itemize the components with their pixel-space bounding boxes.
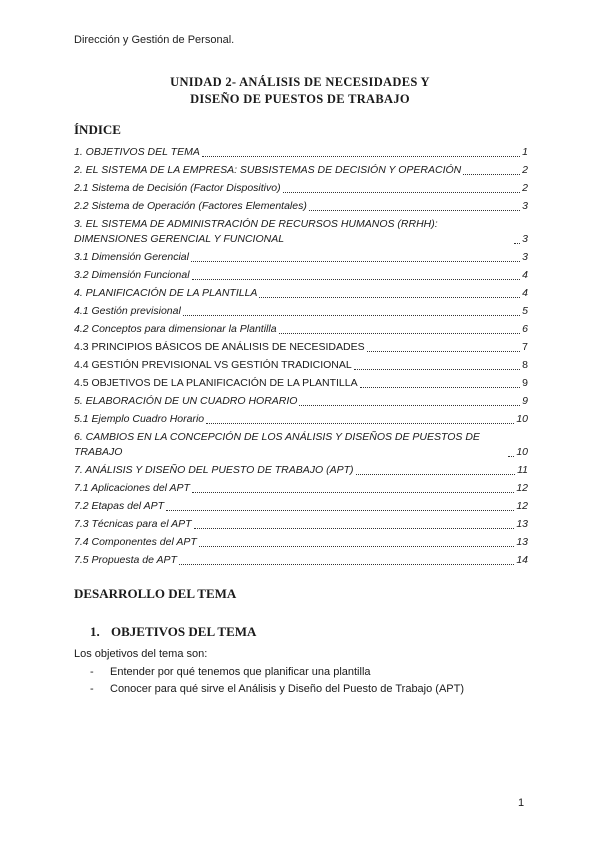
toc-page-number: 1 xyxy=(522,146,528,158)
toc-entry-text: 7.3 Técnicas para el APT xyxy=(74,518,192,530)
toc-entry[interactable] xyxy=(74,142,528,160)
bullet-dash: - xyxy=(90,683,94,695)
document-title xyxy=(74,74,526,108)
toc-leader-dots xyxy=(367,350,521,352)
toc-leader-dots xyxy=(183,314,520,316)
toc-entry-text: 4.3 PRINCIPIOS BÁSICOS DE ANÁLISIS DE NECESIDADES xyxy=(74,341,365,353)
toc-page-number: 6 xyxy=(522,323,528,335)
toc-leader-dots xyxy=(360,386,521,388)
toc-page-number: 14 xyxy=(516,554,528,566)
toc-heading: ÍNDICE xyxy=(74,122,121,137)
toc-entry[interactable] xyxy=(74,319,528,337)
development-heading: DESARROLLO DEL TEMA xyxy=(74,586,237,601)
toc-entry[interactable] xyxy=(74,214,528,247)
section-heading xyxy=(90,624,256,640)
toc-entry-text: 2.2 Sistema de Operación (Factores Elementales) xyxy=(74,200,307,212)
toc-page-number: 7 xyxy=(522,341,528,353)
title-line-2: DISEÑO DE PUESTOS DE TRABAJO xyxy=(190,92,410,106)
toc-page-number: 3 xyxy=(522,251,528,263)
toc-entry[interactable] xyxy=(74,478,528,496)
toc-entry[interactable] xyxy=(74,283,528,301)
toc-entry[interactable] xyxy=(74,550,528,568)
toc-leader-dots xyxy=(514,242,520,244)
toc-entry[interactable] xyxy=(74,265,528,283)
toc-entry-text: 3.1 Dimensión Gerencial xyxy=(74,251,189,263)
toc-entry[interactable] xyxy=(74,391,528,409)
list-item-text: Entender por qué tenemos que planificar una plantilla xyxy=(110,666,371,678)
section-number: 1. xyxy=(90,624,100,639)
title-line-1: UNIDAD 2- ANÁLISIS DE NECESIDADES Y xyxy=(170,75,430,89)
toc-entry[interactable] xyxy=(74,496,528,514)
toc-page-number: 3 xyxy=(522,200,528,212)
toc-entry-text: 3. EL SISTEMA DE ADMINISTRACIÓN DE RECURSOS HUMANOS (RRHH): DIMENSIONES GERENCIAL Y FUNCIONAL xyxy=(74,218,438,245)
toc-entry[interactable] xyxy=(74,247,528,265)
toc-leader-dots xyxy=(508,455,514,457)
toc-page-number: 10 xyxy=(516,446,528,458)
toc-entry-text: 4. PLANIFICACIÓN DE LA PLANTILLA xyxy=(74,287,258,299)
toc-leader-dots xyxy=(179,563,514,565)
toc-entry[interactable] xyxy=(74,160,528,178)
toc-page-number: 8 xyxy=(522,359,528,371)
toc-entry-text: 4.4 GESTIÓN PREVISIONAL VS GESTIÓN TRADICIONAL xyxy=(74,359,352,371)
toc-entry[interactable] xyxy=(74,409,528,427)
page-number: 1 xyxy=(518,797,525,809)
toc-page-number: 9 xyxy=(522,395,528,407)
toc-entry-text: 5. ELABORACIÓN DE UN CUADRO HORARIO xyxy=(74,395,298,407)
toc-entry-text: 2. EL SISTEMA DE LA EMPRESA: SUBSISTEMAS DE DECISIÓN Y OPERACIÓN xyxy=(74,164,462,176)
toc-entry-text: 4.2 Conceptos para dimensionar la Plantilla xyxy=(74,323,277,335)
toc-leader-dots xyxy=(192,278,521,280)
toc-entry-text: 7. ANÁLISIS Y DISEÑO DEL PUESTO DE TRABAJO (APT) xyxy=(74,464,354,476)
toc-entry[interactable] xyxy=(74,196,528,214)
toc-page-number: 11 xyxy=(517,464,528,476)
toc-entry[interactable] xyxy=(74,373,528,391)
objectives-list xyxy=(90,664,464,698)
toc-page-number: 10 xyxy=(516,413,528,425)
toc-leader-dots xyxy=(166,509,514,511)
toc-page-number: 2 xyxy=(522,182,528,194)
toc-entry-text: 7.1 Aplicaciones del APT xyxy=(74,482,190,494)
toc-leader-dots xyxy=(199,545,515,547)
toc-entry[interactable] xyxy=(74,337,528,355)
toc-leader-dots xyxy=(194,527,515,529)
toc-entry-text: 7.2 Etapas del APT xyxy=(74,500,165,512)
running-header: Dirección y Gestión de Personal. xyxy=(74,34,235,46)
intro-text: Los objetivos del tema son: xyxy=(74,648,208,660)
toc-page-number: 12 xyxy=(516,500,528,512)
toc-entry-text: 4.5 OBJETIVOS DE LA PLANIFICACIÓN DE LA PLANTILLA xyxy=(74,377,358,389)
toc-entry-text: 2.1 Sistema de Decisión (Factor Dispositivo) xyxy=(74,182,281,194)
toc-page-number: 2 xyxy=(522,164,528,176)
toc-leader-dots xyxy=(206,422,514,424)
toc-entry[interactable] xyxy=(74,178,528,196)
toc-entry[interactable] xyxy=(74,301,528,319)
toc-leader-dots xyxy=(356,473,516,475)
toc-page-number: 5 xyxy=(522,305,528,317)
toc-entry-text: 4.1 Gestión previsional xyxy=(74,305,181,317)
toc-page-number: 13 xyxy=(516,518,528,530)
toc-leader-dots xyxy=(279,332,521,334)
toc-leader-dots xyxy=(191,260,520,262)
bullet-dash: - xyxy=(90,666,94,678)
toc-leader-dots xyxy=(192,491,514,493)
toc-entry-text: 3.2 Dimensión Funcional xyxy=(74,269,190,281)
toc-leader-dots xyxy=(202,155,520,157)
toc-entry[interactable] xyxy=(74,532,528,550)
section-title: OBJETIVOS DEL TEMA xyxy=(111,624,257,639)
toc-leader-dots xyxy=(299,404,520,406)
toc-leader-dots xyxy=(259,296,520,298)
toc-page-number: 9 xyxy=(522,377,528,389)
toc-entry-text: 1. OBJETIVOS DEL TEMA xyxy=(74,146,200,158)
toc-leader-dots xyxy=(463,173,520,175)
toc-entry-text: 7.5 Propuesta de APT xyxy=(74,554,177,566)
list-item xyxy=(90,681,464,698)
toc-page-number: 4 xyxy=(522,287,528,299)
list-item-text: Conocer para qué sirve el Análisis y Diseño del Puesto de Trabajo (APT) xyxy=(110,683,465,695)
toc-page-number: 13 xyxy=(516,536,528,548)
toc-entry[interactable] xyxy=(74,514,528,532)
toc-leader-dots xyxy=(309,209,520,211)
list-item xyxy=(90,664,464,681)
toc-page-number: 12 xyxy=(516,482,528,494)
toc-leader-dots xyxy=(283,191,521,193)
toc-entry[interactable] xyxy=(74,460,528,478)
table-of-contents xyxy=(74,142,528,568)
toc-leader-dots xyxy=(354,368,520,370)
toc-entry-text: 6. CAMBIOS EN LA CONCEPCIÓN DE LOS ANÁLISIS Y DISEÑOS DE PUESTOS DE TRABAJO xyxy=(74,431,480,458)
toc-entry-text: 5.1 Ejemplo Cuadro Horario xyxy=(74,413,205,425)
toc-entry-text: 7.4 Componentes del APT xyxy=(74,536,197,548)
toc-entry[interactable] xyxy=(74,355,528,373)
toc-entry[interactable] xyxy=(74,427,528,460)
toc-page-number: 4 xyxy=(522,269,528,281)
toc-page-number: 3 xyxy=(522,233,528,245)
